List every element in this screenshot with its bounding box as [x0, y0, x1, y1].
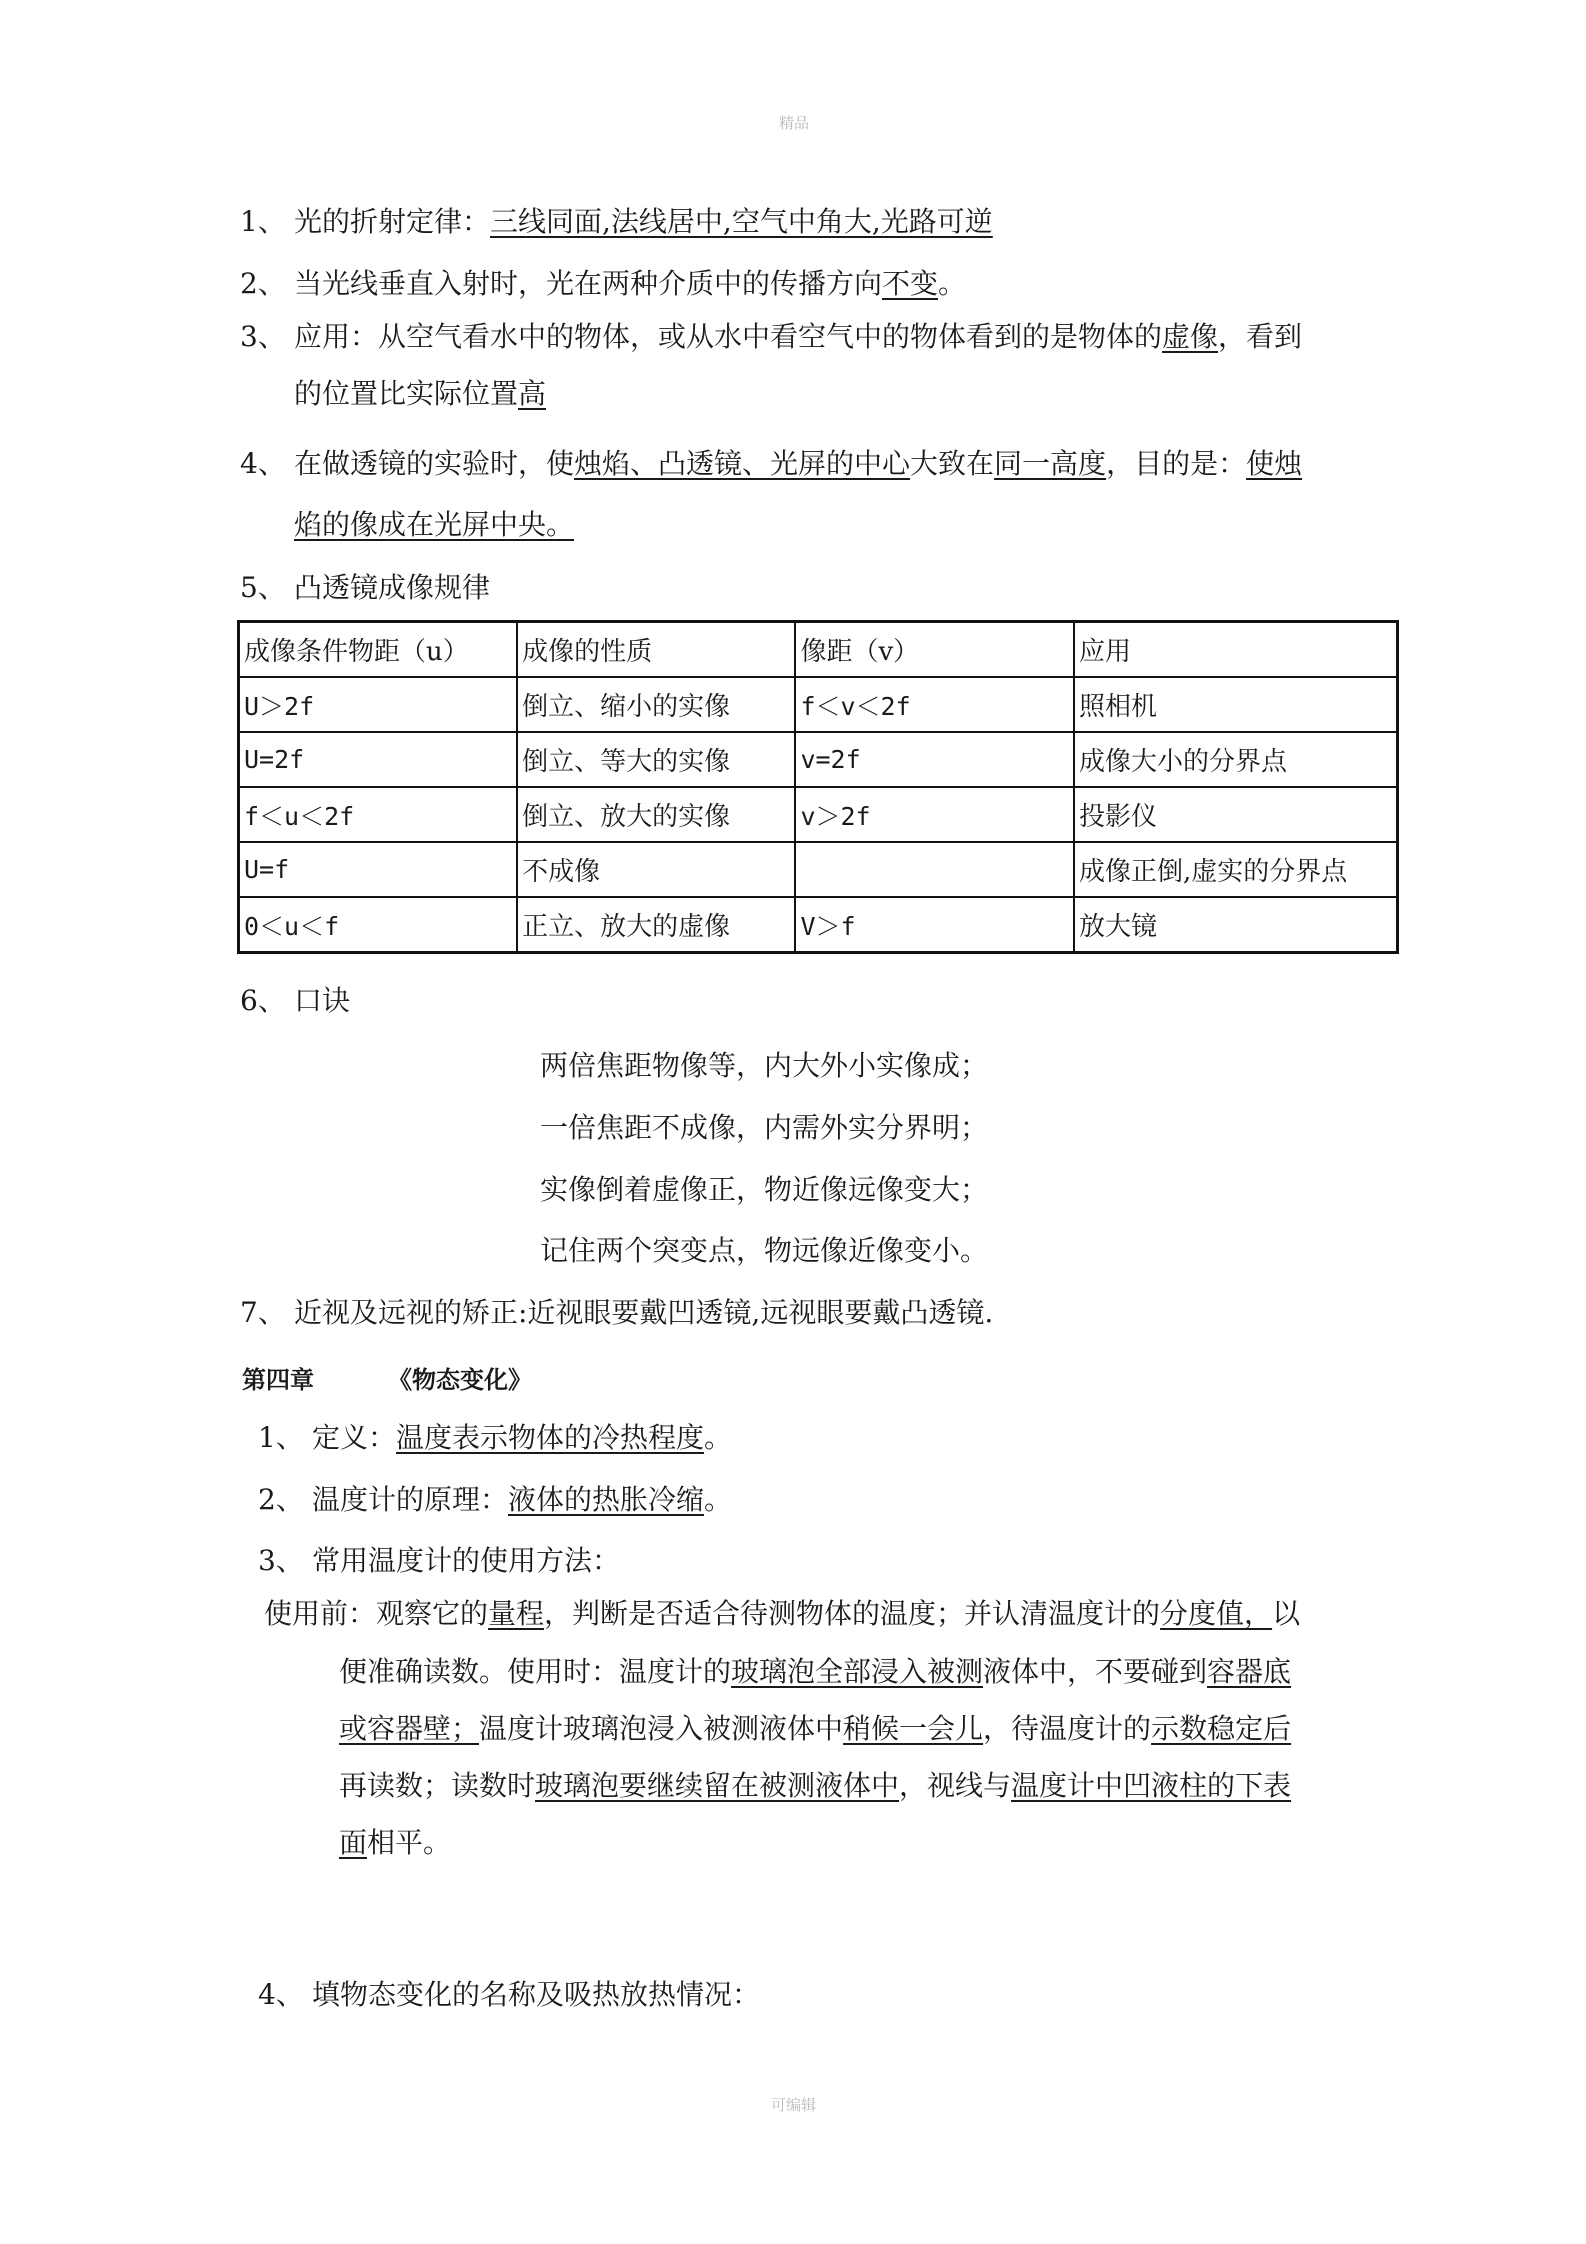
usage-text: 使用前：观察它的 — [264, 1597, 489, 1630]
item-number: 3、 — [258, 1544, 304, 1577]
key-point: 稍候一会儿 — [843, 1712, 984, 1745]
item-4-continued — [294, 505, 574, 545]
key-point: 烛焰、凸透镜、光屏的中心 — [574, 447, 911, 480]
footer-watermark: 可编辑 — [771, 2096, 817, 2114]
usage-line-1 — [264, 1594, 1300, 1634]
key-point: 容器底 — [1207, 1655, 1292, 1688]
usage-text: 以 — [1272, 1597, 1301, 1630]
usage-text: ，判断是否适合待测物体的温度；并认清温度计的 — [544, 1597, 1161, 1630]
item-text: 口诀 — [294, 984, 351, 1017]
key-point: 量程 — [488, 1597, 545, 1630]
table-cell: 正立、放大的虚像 — [517, 897, 795, 953]
table-cell: 0＜u＜f — [239, 897, 518, 953]
poem-line: 记住两个突变点，物远像近像变小。 — [540, 1234, 989, 1267]
item-5 — [240, 568, 490, 608]
table-cell: U=2f — [239, 732, 518, 787]
item-text: 凸透镜成像规律 — [294, 571, 491, 604]
item-text: 常用温度计的使用方法： — [312, 1544, 621, 1577]
item-2 — [240, 264, 966, 304]
key-point: 焰的像成在光屏中央。 — [294, 508, 575, 541]
table-row — [239, 732, 1398, 787]
usage-text: ，待温度计的 — [983, 1712, 1152, 1745]
table-header-row — [239, 622, 1398, 678]
table-cell: 照相机 — [1074, 677, 1398, 732]
item-3-continued — [294, 374, 546, 414]
table-row — [239, 897, 1398, 953]
chapter-item-2 — [258, 1480, 732, 1520]
item-text: 在做透镜的实验时，使 — [294, 447, 575, 480]
table-header-cell: 成像条件物距（u） — [239, 622, 518, 678]
item-text: 近视及远视的矫正:近视眼要戴凹透镜,远视眼要戴凸透镜. — [294, 1296, 994, 1329]
item-text: 填物态变化的名称及吸热放热情况： — [312, 1978, 761, 2011]
table-header-cell: 像距（v） — [795, 622, 1073, 678]
usage-text: 再读数；读数时 — [339, 1769, 536, 1802]
item-number: 2、 — [258, 1483, 304, 1516]
usage-line-3 — [339, 1709, 1291, 1749]
table-cell — [795, 842, 1073, 897]
key-point: 虚像 — [1162, 320, 1219, 353]
table-cell: 不成像 — [517, 842, 795, 897]
header-watermark: 精品 — [779, 114, 810, 132]
key-point: 不变 — [882, 267, 939, 300]
item-text: 。 — [704, 1483, 733, 1516]
table-cell: f＜v＜2f — [795, 677, 1073, 732]
item-number: 7、 — [240, 1296, 286, 1329]
key-point: 同一高度 — [994, 447, 1107, 480]
table-cell: U＞2f — [239, 677, 518, 732]
item-number: 4、 — [240, 447, 286, 480]
table-cell: 成像正倒,虚实的分界点 — [1074, 842, 1398, 897]
item-number: 3、 — [240, 320, 286, 353]
usage-text: 温度计玻璃泡浸入被测液体中 — [479, 1712, 844, 1745]
table-cell: 投影仪 — [1074, 787, 1398, 842]
table-cell: 倒立、放大的实像 — [517, 787, 795, 842]
table-row — [239, 842, 1398, 897]
item-text: 的位置比实际位置 — [294, 377, 519, 410]
chapter-title: 《物态变化》 — [388, 1365, 532, 1394]
usage-text: ，视线与 — [899, 1769, 1012, 1802]
item-4 — [240, 444, 1302, 484]
key-point: 温度计中凹液柱的下表 — [1011, 1769, 1292, 1802]
key-point: 面 — [339, 1826, 368, 1859]
table-cell: 倒立、等大的实像 — [517, 732, 795, 787]
item-number: 4、 — [258, 1978, 304, 2011]
item-text: 大致在 — [910, 447, 995, 480]
item-text: 温度计的原理： — [312, 1483, 509, 1516]
chapter-item-1 — [258, 1418, 732, 1458]
key-point: 或容器壁； — [339, 1712, 480, 1745]
usage-line-5 — [339, 1823, 451, 1863]
key-point: 温度表示物体的冷热程度 — [396, 1421, 705, 1454]
key-point: 三线同面,法线居中,空气中角大,光路可逆 — [490, 205, 993, 238]
item-3 — [240, 317, 1302, 357]
usage-text: 液体中，不要碰到 — [983, 1655, 1208, 1688]
poem-line: 一倍焦距不成像，内需外实分界明； — [540, 1111, 989, 1144]
key-point: 高 — [518, 377, 547, 410]
table-cell: f＜u＜2f — [239, 787, 518, 842]
table-cell: v＞2f — [795, 787, 1073, 842]
item-number: 1、 — [258, 1421, 304, 1454]
table-cell: V＞f — [795, 897, 1073, 953]
usage-line-2 — [339, 1652, 1291, 1692]
item-number: 6、 — [240, 984, 286, 1017]
item-text: 。 — [938, 267, 967, 300]
item-number: 1、 — [240, 205, 286, 238]
chapter-item-3 — [258, 1541, 620, 1581]
key-point: 使烛 — [1246, 447, 1303, 480]
item-text: 定义： — [312, 1421, 397, 1454]
item-number: 2、 — [240, 267, 286, 300]
table-cell: v=2f — [795, 732, 1073, 787]
item-6 — [240, 981, 350, 1021]
table-cell: 放大镜 — [1074, 897, 1398, 953]
table-header-cell: 成像的性质 — [517, 622, 795, 678]
item-text: ，目的是： — [1106, 447, 1247, 480]
key-point: 分度值， — [1160, 1597, 1273, 1630]
chapter-item-4 — [258, 1975, 760, 2015]
key-point: 液体的热胀冷缩 — [508, 1483, 705, 1516]
table-header-cell: 应用 — [1074, 622, 1398, 678]
usage-text: 相平。 — [367, 1826, 452, 1859]
item-text: 应用：从空气看水中的物体，或从水中看空气中的物体看到的是物体的 — [294, 320, 1163, 353]
table-row — [239, 677, 1398, 732]
usage-text: 便准确读数。使用时：温度计的 — [339, 1655, 732, 1688]
key-point: 玻璃泡要继续留在被测液体中 — [535, 1769, 900, 1802]
item-1 — [240, 202, 993, 242]
table-cell: U=f — [239, 842, 518, 897]
lens-imaging-table — [237, 620, 1399, 954]
chapter-label: 第四章 — [242, 1365, 314, 1394]
item-text: 。 — [704, 1421, 733, 1454]
item-text: 光的折射定律： — [294, 205, 491, 238]
key-point: 玻璃泡全部浸入被测 — [731, 1655, 984, 1688]
item-number: 5、 — [240, 571, 286, 604]
table-cell: 倒立、缩小的实像 — [517, 677, 795, 732]
table-row — [239, 787, 1398, 842]
key-point: 示数稳定后 — [1151, 1712, 1292, 1745]
poem-line: 实像倒着虚像正，物近像远像变大； — [540, 1173, 989, 1206]
item-text: 当光线垂直入射时，光在两种介质中的传播方向 — [294, 267, 883, 300]
table-cell: 成像大小的分界点 — [1074, 732, 1398, 787]
poem-line: 两倍焦距物像等，内大外小实像成； — [540, 1049, 989, 1082]
usage-line-4 — [339, 1766, 1291, 1806]
item-text: ，看到 — [1218, 320, 1303, 353]
item-7 — [240, 1293, 993, 1333]
